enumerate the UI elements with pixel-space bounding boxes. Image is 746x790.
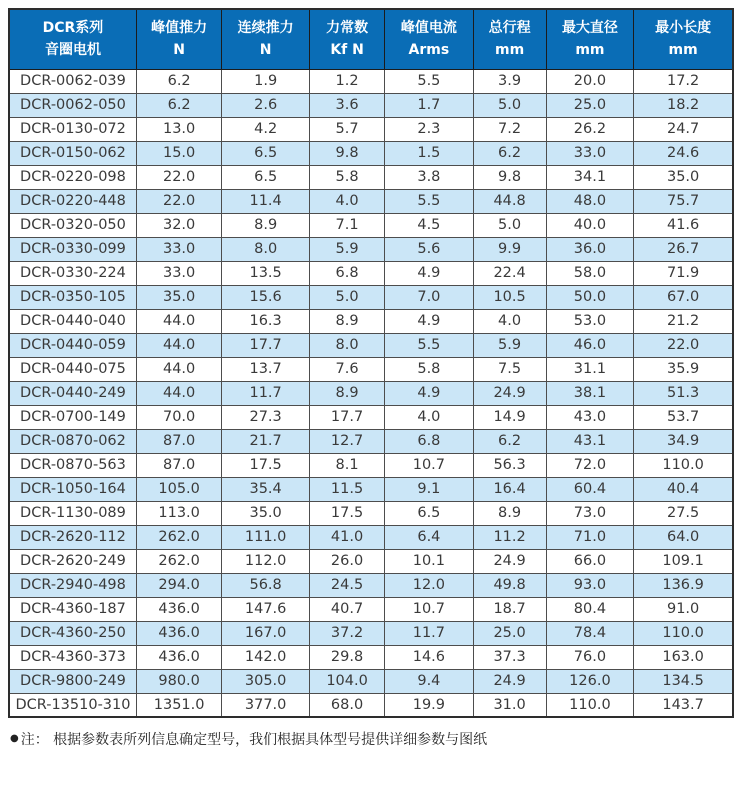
value-cell: 14.6 — [385, 645, 473, 669]
value-cell: 35.0 — [634, 165, 733, 189]
value-cell: 24.5 — [309, 573, 384, 597]
value-cell: 136.9 — [634, 573, 733, 597]
col-header-min-length — [634, 9, 733, 69]
value-cell: 11.7 — [222, 381, 310, 405]
model-cell: DCR-0440-075 — [9, 357, 136, 381]
value-cell: 22.0 — [136, 165, 221, 189]
value-cell: 1.7 — [385, 93, 473, 117]
table-row — [9, 621, 733, 645]
value-cell: 5.9 — [473, 333, 546, 357]
value-cell: 10.7 — [385, 597, 473, 621]
value-cell: 3.6 — [309, 93, 384, 117]
model-cell: DCR-0870-062 — [9, 429, 136, 453]
value-cell: 26.2 — [546, 117, 634, 141]
spec-table-header — [9, 9, 733, 69]
value-cell: 11.7 — [385, 621, 473, 645]
value-cell: 142.0 — [222, 645, 310, 669]
table-row — [9, 333, 733, 357]
value-cell: 6.2 — [473, 141, 546, 165]
value-cell: 110.0 — [634, 453, 733, 477]
value-cell: 4.2 — [222, 117, 310, 141]
table-row — [9, 237, 733, 261]
value-cell: 104.0 — [309, 669, 384, 693]
value-cell: 6.2 — [473, 429, 546, 453]
value-cell: 4.9 — [385, 261, 473, 285]
value-cell: 12.0 — [385, 573, 473, 597]
model-cell: DCR-0700-149 — [9, 405, 136, 429]
value-cell: 13.0 — [136, 117, 221, 141]
value-cell: 44.0 — [136, 357, 221, 381]
value-cell: 48.0 — [546, 189, 634, 213]
col-header-peak-current-unit: Arms — [408, 42, 450, 59]
value-cell: 305.0 — [222, 669, 310, 693]
value-cell: 18.7 — [473, 597, 546, 621]
model-cell: DCR-4360-250 — [9, 621, 136, 645]
value-cell: 53.7 — [634, 405, 733, 429]
value-cell: 2.6 — [222, 93, 310, 117]
table-row — [9, 141, 733, 165]
value-cell: 8.9 — [309, 381, 384, 405]
value-cell: 8.9 — [309, 309, 384, 333]
table-row — [9, 117, 733, 141]
value-cell: 143.7 — [634, 693, 733, 717]
value-cell: 18.2 — [634, 93, 733, 117]
value-cell: 17.2 — [634, 69, 733, 93]
value-cell: 56.3 — [473, 453, 546, 477]
value-cell: 4.0 — [309, 189, 384, 213]
model-cell: DCR-13510-310 — [9, 693, 136, 717]
value-cell: 17.7 — [309, 405, 384, 429]
value-cell: 44.0 — [136, 333, 221, 357]
value-cell: 29.8 — [309, 645, 384, 669]
value-cell: 436.0 — [136, 597, 221, 621]
value-cell: 33.0 — [136, 237, 221, 261]
value-cell: 1.9 — [222, 69, 310, 93]
value-cell: 44.0 — [136, 381, 221, 405]
value-cell: 11.5 — [309, 477, 384, 501]
value-cell: 262.0 — [136, 549, 221, 573]
model-cell: DCR-9800-249 — [9, 669, 136, 693]
value-cell: 9.4 — [385, 669, 473, 693]
value-cell: 24.7 — [634, 117, 733, 141]
value-cell: 44.8 — [473, 189, 546, 213]
value-cell: 21.7 — [222, 429, 310, 453]
value-cell: 980.0 — [136, 669, 221, 693]
header-row — [9, 9, 733, 69]
model-cell: DCR-2940-498 — [9, 573, 136, 597]
value-cell: 43.1 — [546, 429, 634, 453]
table-row — [9, 597, 733, 621]
value-cell: 37.2 — [309, 621, 384, 645]
value-cell: 71.0 — [546, 525, 634, 549]
value-cell: 5.0 — [473, 93, 546, 117]
value-cell: 6.2 — [136, 69, 221, 93]
model-cell: DCR-1050-164 — [9, 477, 136, 501]
spec-table-body — [9, 69, 733, 717]
table-row — [9, 405, 733, 429]
bullet-icon: ● — [10, 733, 19, 744]
value-cell: 10.7 — [385, 453, 473, 477]
table-row — [9, 93, 733, 117]
value-cell: 35.4 — [222, 477, 310, 501]
value-cell: 40.4 — [634, 477, 733, 501]
col-header-max-diameter — [546, 9, 634, 69]
col-header-force-constant — [309, 9, 384, 69]
value-cell: 3.9 — [473, 69, 546, 93]
model-cell: DCR-0062-039 — [9, 69, 136, 93]
value-cell: 110.0 — [634, 621, 733, 645]
table-row — [9, 309, 733, 333]
model-cell: DCR-0130-072 — [9, 117, 136, 141]
table-row — [9, 669, 733, 693]
value-cell: 8.0 — [222, 237, 310, 261]
model-cell: DCR-0330-099 — [9, 237, 136, 261]
value-cell: 32.0 — [136, 213, 221, 237]
col-header-model-line2: 音圈电机 — [44, 42, 101, 59]
value-cell: 262.0 — [136, 525, 221, 549]
value-cell: 113.0 — [136, 501, 221, 525]
value-cell: 24.9 — [473, 549, 546, 573]
value-cell: 5.9 — [309, 237, 384, 261]
value-cell: 6.2 — [136, 93, 221, 117]
model-cell: DCR-0220-448 — [9, 189, 136, 213]
value-cell: 10.5 — [473, 285, 546, 309]
table-row — [9, 213, 733, 237]
value-cell: 3.8 — [385, 165, 473, 189]
value-cell: 6.5 — [385, 501, 473, 525]
value-cell: 14.9 — [473, 405, 546, 429]
value-cell: 7.2 — [473, 117, 546, 141]
col-header-peak-thrust — [136, 9, 221, 69]
value-cell: 15.6 — [222, 285, 310, 309]
value-cell: 20.0 — [546, 69, 634, 93]
value-cell: 25.0 — [473, 621, 546, 645]
col-header-total-stroke-line1: 总行程 — [488, 20, 531, 37]
value-cell: 163.0 — [634, 645, 733, 669]
value-cell: 16.3 — [222, 309, 310, 333]
value-cell: 68.0 — [309, 693, 384, 717]
value-cell: 377.0 — [222, 693, 310, 717]
value-cell: 9.9 — [473, 237, 546, 261]
value-cell: 15.0 — [136, 141, 221, 165]
col-header-min-length-unit: mm — [668, 42, 698, 59]
value-cell: 93.0 — [546, 573, 634, 597]
value-cell: 43.0 — [546, 405, 634, 429]
col-header-max-diameter-line1: 最大直径 — [561, 20, 618, 37]
value-cell: 8.9 — [222, 213, 310, 237]
value-cell: 134.5 — [634, 669, 733, 693]
value-cell: 7.0 — [385, 285, 473, 309]
value-cell: 24.6 — [634, 141, 733, 165]
value-cell: 5.5 — [385, 189, 473, 213]
value-cell: 5.0 — [309, 285, 384, 309]
value-cell: 36.0 — [546, 237, 634, 261]
value-cell: 9.1 — [385, 477, 473, 501]
table-row — [9, 549, 733, 573]
col-header-model — [9, 9, 136, 69]
value-cell: 10.1 — [385, 549, 473, 573]
table-row — [9, 525, 733, 549]
value-cell: 66.0 — [546, 549, 634, 573]
col-header-total-stroke-unit: mm — [494, 42, 525, 59]
value-cell: 27.5 — [634, 501, 733, 525]
model-cell: DCR-0220-098 — [9, 165, 136, 189]
model-cell: DCR-0440-040 — [9, 309, 136, 333]
model-cell: DCR-4360-373 — [9, 645, 136, 669]
value-cell: 12.7 — [309, 429, 384, 453]
value-cell: 112.0 — [222, 549, 310, 573]
table-row — [9, 477, 733, 501]
value-cell: 9.8 — [473, 165, 546, 189]
model-cell: DCR-0320-050 — [9, 213, 136, 237]
col-header-model-line1: DCR系列 — [42, 20, 104, 37]
value-cell: 110.0 — [546, 693, 634, 717]
value-cell: 91.0 — [634, 597, 733, 621]
col-header-force-constant-unit: Kf N — [330, 42, 364, 59]
value-cell: 46.0 — [546, 333, 634, 357]
table-row — [9, 693, 733, 717]
value-cell: 34.9 — [634, 429, 733, 453]
col-header-continuous-thrust-unit: N — [259, 42, 272, 59]
col-header-peak-current-line1: 峰值电流 — [400, 20, 457, 37]
value-cell: 11.2 — [473, 525, 546, 549]
value-cell: 6.5 — [222, 141, 310, 165]
value-cell: 4.9 — [385, 381, 473, 405]
value-cell: 1.5 — [385, 141, 473, 165]
value-cell: 2.3 — [385, 117, 473, 141]
value-cell: 22.4 — [473, 261, 546, 285]
value-cell: 436.0 — [136, 621, 221, 645]
value-cell: 5.8 — [385, 357, 473, 381]
value-cell: 19.9 — [385, 693, 473, 717]
model-cell: DCR-0150-062 — [9, 141, 136, 165]
value-cell: 49.8 — [473, 573, 546, 597]
value-cell: 44.0 — [136, 309, 221, 333]
value-cell: 51.3 — [634, 381, 733, 405]
value-cell: 31.1 — [546, 357, 634, 381]
spec-table — [8, 8, 734, 718]
col-header-continuous-thrust — [222, 9, 310, 69]
table-row — [9, 357, 733, 381]
value-cell: 4.5 — [385, 213, 473, 237]
value-cell: 5.6 — [385, 237, 473, 261]
col-header-total-stroke — [473, 9, 546, 69]
table-row — [9, 69, 733, 93]
value-cell: 22.0 — [634, 333, 733, 357]
footnote — [10, 729, 736, 749]
table-row — [9, 429, 733, 453]
value-cell: 40.0 — [546, 213, 634, 237]
value-cell: 13.5 — [222, 261, 310, 285]
col-header-continuous-thrust-line1: 连续推力 — [237, 20, 294, 37]
value-cell: 25.0 — [546, 93, 634, 117]
table-row — [9, 165, 733, 189]
model-cell: DCR-0870-563 — [9, 453, 136, 477]
model-cell: DCR-0440-059 — [9, 333, 136, 357]
value-cell: 294.0 — [136, 573, 221, 597]
table-row — [9, 261, 733, 285]
value-cell: 109.1 — [634, 549, 733, 573]
value-cell: 37.3 — [473, 645, 546, 669]
value-cell: 21.2 — [634, 309, 733, 333]
value-cell: 87.0 — [136, 429, 221, 453]
model-cell: DCR-0062-050 — [9, 93, 136, 117]
value-cell: 5.5 — [385, 69, 473, 93]
value-cell: 8.9 — [473, 501, 546, 525]
value-cell: 64.0 — [634, 525, 733, 549]
table-row — [9, 573, 733, 597]
value-cell: 5.7 — [309, 117, 384, 141]
value-cell: 16.4 — [473, 477, 546, 501]
value-cell: 70.0 — [136, 405, 221, 429]
model-cell: DCR-0440-249 — [9, 381, 136, 405]
value-cell: 13.7 — [222, 357, 310, 381]
value-cell: 22.0 — [136, 189, 221, 213]
value-cell: 35.9 — [634, 357, 733, 381]
value-cell: 4.0 — [473, 309, 546, 333]
value-cell: 41.0 — [309, 525, 384, 549]
value-cell: 1.2 — [309, 69, 384, 93]
value-cell: 73.0 — [546, 501, 634, 525]
value-cell: 26.7 — [634, 237, 733, 261]
value-cell: 71.9 — [634, 261, 733, 285]
value-cell: 105.0 — [136, 477, 221, 501]
model-cell: DCR-2620-112 — [9, 525, 136, 549]
value-cell: 38.1 — [546, 381, 634, 405]
value-cell: 40.7 — [309, 597, 384, 621]
value-cell: 111.0 — [222, 525, 310, 549]
value-cell: 80.4 — [546, 597, 634, 621]
value-cell: 35.0 — [222, 501, 310, 525]
value-cell: 87.0 — [136, 453, 221, 477]
value-cell: 78.4 — [546, 621, 634, 645]
value-cell: 27.3 — [222, 405, 310, 429]
model-cell: DCR-0350-105 — [9, 285, 136, 309]
value-cell: 126.0 — [546, 669, 634, 693]
value-cell: 7.5 — [473, 357, 546, 381]
value-cell: 17.5 — [309, 501, 384, 525]
table-row — [9, 189, 733, 213]
value-cell: 17.5 — [222, 453, 310, 477]
table-row — [9, 285, 733, 309]
value-cell: 9.8 — [309, 141, 384, 165]
col-header-force-constant-line1: 力常数 — [326, 20, 369, 37]
value-cell: 4.9 — [385, 309, 473, 333]
model-cell: DCR-2620-249 — [9, 549, 136, 573]
col-header-max-diameter-unit: mm — [575, 42, 605, 59]
col-header-peak-thrust-unit: N — [173, 42, 185, 59]
table-row — [9, 381, 733, 405]
value-cell: 67.0 — [634, 285, 733, 309]
value-cell: 31.0 — [473, 693, 546, 717]
value-cell: 5.5 — [385, 333, 473, 357]
value-cell: 6.8 — [309, 261, 384, 285]
table-row — [9, 501, 733, 525]
col-header-min-length-line1: 最小长度 — [655, 20, 712, 37]
value-cell: 24.9 — [473, 669, 546, 693]
value-cell: 6.4 — [385, 525, 473, 549]
value-cell: 5.8 — [309, 165, 384, 189]
value-cell: 17.7 — [222, 333, 310, 357]
footnote-text: 注： 根据参数表所列信息确定型号，我们根据具体型号提供详细参数与图纸 — [20, 732, 488, 748]
value-cell: 34.1 — [546, 165, 634, 189]
value-cell: 41.6 — [634, 213, 733, 237]
value-cell: 7.1 — [309, 213, 384, 237]
value-cell: 436.0 — [136, 645, 221, 669]
value-cell: 8.1 — [309, 453, 384, 477]
value-cell: 4.0 — [385, 405, 473, 429]
col-header-peak-thrust-line1: 峰值推力 — [151, 20, 208, 37]
value-cell: 76.0 — [546, 645, 634, 669]
value-cell: 24.9 — [473, 381, 546, 405]
value-cell: 50.0 — [546, 285, 634, 309]
model-cell: DCR-4360-187 — [9, 597, 136, 621]
model-cell: DCR-0330-224 — [9, 261, 136, 285]
model-cell: DCR-1130-089 — [9, 501, 136, 525]
value-cell: 1351.0 — [136, 693, 221, 717]
value-cell: 5.0 — [473, 213, 546, 237]
value-cell: 53.0 — [546, 309, 634, 333]
value-cell: 72.0 — [546, 453, 634, 477]
table-row — [9, 453, 733, 477]
value-cell: 75.7 — [634, 189, 733, 213]
col-header-peak-current — [385, 9, 473, 69]
value-cell: 35.0 — [136, 285, 221, 309]
value-cell: 26.0 — [309, 549, 384, 573]
value-cell: 11.4 — [222, 189, 310, 213]
value-cell: 33.0 — [546, 141, 634, 165]
value-cell: 56.8 — [222, 573, 310, 597]
table-row — [9, 645, 733, 669]
value-cell: 167.0 — [222, 621, 310, 645]
value-cell: 33.0 — [136, 261, 221, 285]
value-cell: 58.0 — [546, 261, 634, 285]
value-cell: 8.0 — [309, 333, 384, 357]
value-cell: 6.5 — [222, 165, 310, 189]
value-cell: 60.4 — [546, 477, 634, 501]
value-cell: 147.6 — [222, 597, 310, 621]
value-cell: 7.6 — [309, 357, 384, 381]
value-cell: 6.8 — [385, 429, 473, 453]
